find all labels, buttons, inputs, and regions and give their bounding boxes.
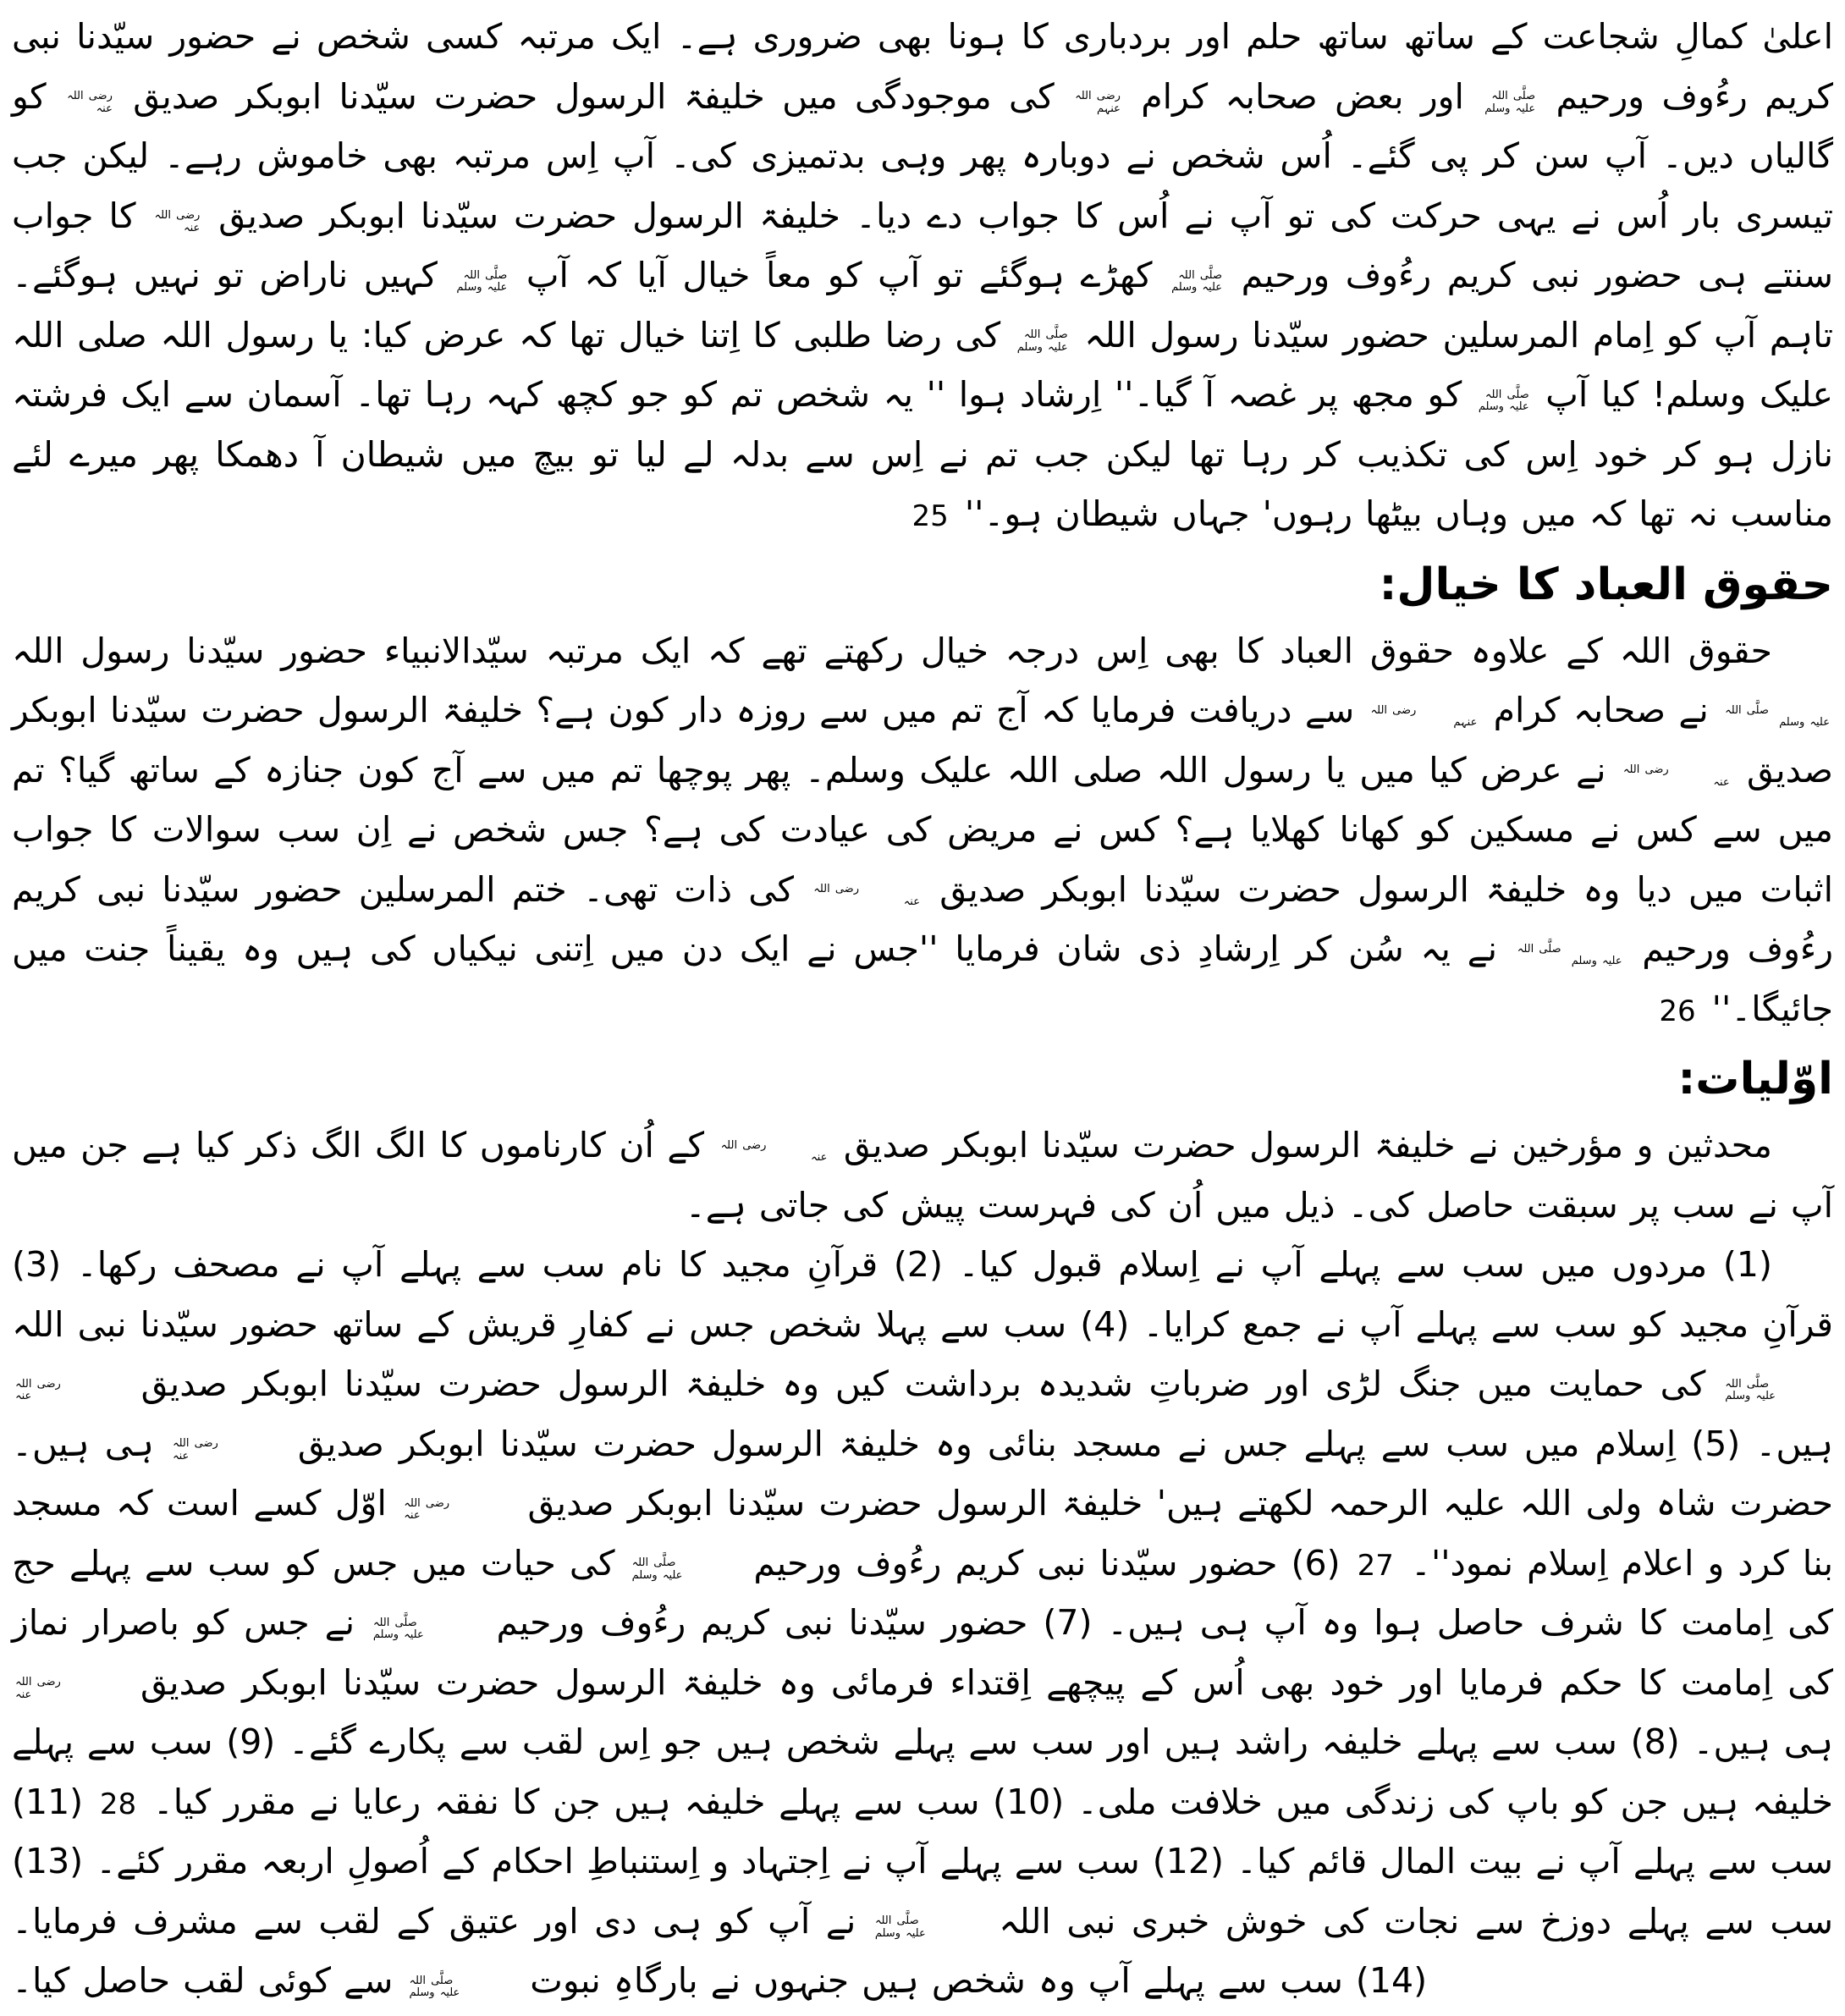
section-heading: اوّلیات: — [1677, 1054, 1833, 1105]
paragraph: اعلیٰ کمالِ شجاعت کے ساتھ ساتھ حلم اور بردباری کا ہونا بھی ضروری ہے۔ ایک مرتبہ کسی شخص نے حضور سیّدنا نبی کریم رءُوف ورحیم صلَّی اللہ علیہ وسلم اور بعض صحابہ کرام رضی اللہ عنہم کی موجودگی میں خلیفۃ الرسول حضرت سیّدنا ابوبکر صدیق رضی اللہ عنہ کو گالیاں دیں۔ آپ سن کر پی گئے۔ اُس شخص نے دوبارہ پھر وہی بدتمیزی کی۔ آپ اِس مرتبہ بھی خاموش رہے۔ لیکن جب تیسری بار اُس نے یہی حرکت کی تو آپ نے اُس کا جواب دے دیا۔ خلیفۃ الرسول حضرت سیّدنا ابوبکر صدیق رضی اللہ عنہ کا جواب سنتے ہی حضور نبی کریم رءُوف ورحیم صلَّی اللہ علیہ وسلم کھڑے ہوگئے تو آپ کو معاً خیال آیا کہ آپ صلَّی اللہ علیہ وسلم کہیں ناراض تو نہیں ہوگئے۔ تاہم آپ کو اِمام المرسلین حضور سیّدنا رسول اللہ صلَّی اللہ علیہ وسلم کی رضا طلبی کا اِتنا خیال تھا کہ عرض کیا: یا رسول اللہ صلی اللہ علیک وسلم! کیا آپ صلَّی اللہ علیہ وسلم کو مجھ پر غصہ آ گیا۔'' اِرشاد ہوا '' یہ شخص تم کو جو کچھ کہہ رہا تھا۔ آسمان سے ایک فرشتہ نازل ہو کر خود اِس کی تکذیب کر رہا تھا لیکن جب تم نے اِس سے بدلہ لے لیا تو بیچ میں شیطان آ دھمکا پھر میرے لئے مناسب نہ تھا کہ میں وہاں بیٹھا رہوں' جہاں شیطان ہو۔'' 25 — [12, 16, 1834, 535]
footnote-ref: 28 — [99, 1787, 137, 1821]
radiallahu-anhum-honorific-icon: رضی اللہ عنہم — [1370, 703, 1478, 730]
radiallahu-anhu-honorific-icon: رضی اللہ عنہ — [172, 1437, 218, 1462]
radiallahu-anhu-honorific-icon: رضی اللہ عنہ — [67, 89, 113, 115]
radiallahu-anhum-honorific-icon: رضی اللہ عنہم — [1075, 89, 1121, 115]
radiallahu-anhu-honorific-icon: رضی اللہ عنہ — [813, 883, 920, 908]
section-heading: حقوق العباد کا خیال: — [1379, 559, 1833, 610]
paragraph: محدثین و مؤرخین نے خلیفۃ الرسول حضرت سیّدنا ابوبکر صدیق رضی اللہ عنہ کے اُن کارناموں کا الگ الگ ذکر کیا ہے جن میں آپ نے سب پر سبقت حاصل کی۔ ذیل میں اُن کی فہرست پیش کی جاتی ہے۔ — [12, 1125, 1833, 1226]
paragraph: (1) مردوں میں سب سے پہلے آپ نے اِسلام قبول کیا۔ (2) قرآنِ مجید کا نام سب سے پہلے آپ نے مصحف رکھا۔ (3) قرآنِ مجید کو سب سے پہلے آپ نے جمع کرایا۔ (4) سب سے پہلا شخص جس نے کفارِ قریش کے ساتھ حضور سیّدنا نبی اللہ صلَّی اللہ علیہ وسلم کی حمایت میں جنگ لڑی اور ضرباتِ شدیدہ برداشت کیں وہ خلیفۃ الرسول حضرت سیّدنا ابوبکر صدیق رضی اللہ عنہ ہیں۔ (5) اِسلام میں سب سے پہلے جس نے مسجد بنائی وہ خلیفۃ الرسول حضرت سیّدنا ابوبکر صدیق رضی اللہ عنہ ہی ہیں۔ حضرت شاہ ولی اللہ علیہ الرحمہ لکھتے ہیں' خلیفۃ الرسول حضرت سیّدنا ابوبکر صدیق رضی اللہ عنہ اوّل کسے است کہ مسجد بنا کرد و اعلام اِسلام نمود''۔ 27 (6) حضور سیّدنا نبی کریم رءُوف ورحیم صلَّی اللہ علیہ وسلم کی حیات میں جس کو سب سے پہلے حج کی اِمامت کا شرف حاصل ہوا وہ آپ ہی ہیں۔ (7) حضور سیّدنا نبی کریم رءُوف ورحیم صلَّی اللہ علیہ وسلم نے جس کو باصرار نماز کی اِمامت کا حکم فرمایا اور خود بھی اُس کے پیچھے اِقتداء فرمائی وہ خلیفۃ الرسول حضرت سیّدنا ابوبکر صدیق رضی اللہ عنہ ہی ہیں۔ (8) سب سے پہلے خلیفہ راشد ہیں اور سب سے پہلے شخص ہیں جو اِس لقب سے پکارے گئے۔ (9) سب سے پہلے خلیفہ ہیں جن کو باپ کی زندگی میں خلافت ملی۔ (10) سب سے پہلے خلیفہ ہیں جن کا نفقہ رعایا نے مقرر کیا۔ 28 (11) سب سے پہلے آپ نے بیت المال قائم کیا۔ (12) سب سے پہلے آپ نے اِجتہاد و اِستنباطِ احکام کے اُصولِ اربعہ مقرر کئے۔ (13) سب سے پہلے دوزخ سے نجات کی خوش خبری نبی اللہ صلَّی اللہ علیہ وسلم نے آپ کو ہی دی اور عتیق کے لقب سے مشرف فرمایا۔ (14) سب سے پہلے آپ وہ شخص ہیں جنہوں نے بارگاہِ نبوت صلَّی اللہ علیہ وسلم سے کوئی لقب حاصل کیا۔ — [12, 1244, 1834, 2002]
radiallahu-anhu-honorific-icon: رضی اللہ عنہ — [15, 1377, 61, 1403]
radiallahu-anhu-honorific-icon: رضی اللہ عنہ — [154, 209, 201, 234]
sallallahu-alaihi-wasallam-honorific-icon: صلَّی اللہ علیہ وسلم — [1484, 89, 1536, 115]
radiallahu-anhu-honorific-icon: رضی اللہ عنہ — [404, 1496, 450, 1523]
footnote-ref: 27 — [1357, 1548, 1394, 1583]
radiallahu-anhu-honorific-icon: رضی اللہ عنہ — [1622, 763, 1730, 789]
sallallahu-alaihi-wasallam-honorific-icon: صلَّی اللہ علیہ وسلم — [1725, 1377, 1776, 1403]
sallallahu-alaihi-wasallam-honorific-icon: صلَّی اللہ علیہ وسلم — [372, 1616, 424, 1642]
footnote-ref: 25 — [911, 499, 949, 534]
sallallahu-alaihi-wasallam-honorific-icon: صلَّی اللہ علیہ وسلم — [1016, 328, 1068, 354]
paragraph: حقوق اللہ کے علاوہ حقوق العباد کا بھی اِس درجہ خیال رکھتے تھے کہ ایک مرتبہ سیّدالانبیاء حضور سیّدنا رسول اللہ صلَّی اللہ علیہ وسلم نے صحابہ کرام رضی اللہ عنہم سے دریافت فرمایا کہ آج تم میں سے روزہ دار کون ہے؟ خلیفۃ الرسول حضرت سیّدنا ابوبکر صدیق رضی اللہ عنہ نے عرض کیا میں یا رسول اللہ صلی اللہ علیک وسلم۔ پھر پوچھا تم میں سے آج کون جنازہ کے ساتھ گیا؟ تم میں سے کس نے مسکین کو کھانا کھلایا ہے؟ کس نے مریض کی عیادت کی ہے؟ جس شخص نے اِن سب سوالات کا جواب اثبات میں دیا وہ خلیفۃ الرسول حضرت سیّدنا ابوبکر صدیق رضی اللہ عنہ کی ذات تھی۔ ختم المرسلین حضور سیّدنا نبی کریم رءُوف ورحیم صلَّی اللہ علیہ وسلم نے یہ سُن کر اِرشادِ ذی شان فرمایا ''جس نے ایک دن میں اِتنی نیکیاں کی ہیں وہ یقیناً جنت میں جائیگا۔'' 26 — [12, 630, 1834, 1029]
radiallahu-anhu-honorific-icon: رضی اللہ عنہ — [15, 1676, 61, 1701]
sallallahu-alaihi-wasallam-honorific-icon: صلَّی اللہ علیہ وسلم — [1517, 942, 1622, 968]
sallallahu-alaihi-wasallam-honorific-icon: صلَّی اللہ علیہ وسلم — [631, 1556, 683, 1582]
sallallahu-alaihi-wasallam-honorific-icon: صلَّی اللہ علیہ وسلم — [1478, 388, 1529, 414]
footnote-ref: 26 — [1659, 994, 1696, 1028]
sallallahu-alaihi-wasallam-honorific-icon: صلَّی اللہ علیہ وسلم — [1171, 268, 1222, 295]
sallallahu-alaihi-wasallam-honorific-icon: صلَّی اللہ علیہ وسلم — [1725, 703, 1830, 730]
sallallahu-alaihi-wasallam-honorific-icon: صلَّی اللہ علیہ وسلم — [409, 1974, 460, 2000]
sallallahu-alaihi-wasallam-honorific-icon: صلَّی اللہ علیہ وسلم — [456, 268, 508, 295]
sallallahu-alaihi-wasallam-honorific-icon: صلَّی اللہ علیہ وسلم — [874, 1914, 926, 1940]
radiallahu-anhu-honorific-icon: رضی اللہ عنہ — [720, 1138, 828, 1165]
